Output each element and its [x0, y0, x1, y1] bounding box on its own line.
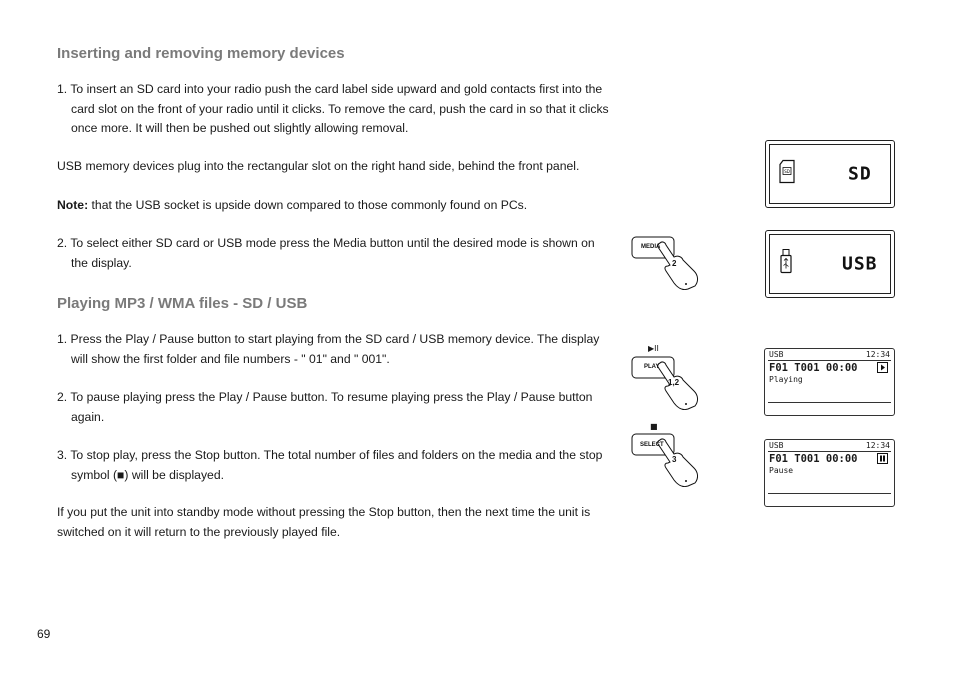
lcd-display-playing — [764, 348, 895, 416]
media-button-label: MEDIA — [641, 244, 661, 250]
section-heading-playing-files: Playing MP3 / WMA files - SD / USB — [57, 295, 308, 312]
note-paragraph — [57, 196, 609, 216]
standby-info-text: If you put the unit into standby mode without pressing the Stop button, then the next time the unit is switched on it will return to the previously played file. — [57, 505, 591, 539]
lcd-clock: 12:34 — [865, 441, 890, 450]
stop-symbol: ■ — [650, 422, 658, 431]
step-pause-play: 2. To pause playing press the Play / Pause button. To resume playing press the Play / Pause button again. — [57, 390, 593, 424]
sd-mode-display — [765, 140, 895, 208]
lcd-track-info: F01 T001 00:00 — [769, 453, 858, 465]
sd-mode-text: SD — [848, 163, 872, 185]
play-icon — [877, 362, 888, 373]
usb-info-text: USB memory devices plug into the rectangular slot on the right hand side, behind the front panel. — [57, 159, 580, 173]
lcd-track-info: F01 T001 00:00 — [769, 362, 858, 374]
play-pause-symbol: ▶II — [648, 344, 659, 353]
note-label: Note: — [57, 198, 89, 212]
pause-icon — [877, 453, 888, 464]
usb-mode-text: USB — [842, 253, 878, 275]
lcd-source: USB — [769, 441, 784, 450]
lcd-display-paused — [764, 439, 895, 507]
step-stop-play: 3. To stop play, press the Stop button. The total number of files and folders on the media and the stop symbol (■) will be displayed. — [57, 448, 603, 482]
sd-card-icon-label: SD — [784, 169, 790, 174]
sd-card-icon — [779, 160, 795, 189]
select-button-illustration — [630, 422, 705, 482]
lcd-clock: 12:34 — [865, 350, 890, 359]
step-number: 1,2 — [668, 378, 680, 387]
usb-stick-icon — [779, 249, 793, 280]
media-button-illustration — [630, 235, 705, 295]
step-start-play: 1. Press the Play / Pause button to start playing from the SD card / USB memory device. The display will show the first folder and file numbers - " 01" and " 001". — [57, 332, 600, 366]
pointing-hand-icon — [630, 422, 705, 487]
note-text: that the USB socket is upside down compared to those commonly found on PCs. — [88, 198, 528, 212]
play-button-illustration — [630, 344, 705, 404]
section-heading-memory-devices: Inserting and removing memory devices — [57, 45, 345, 62]
lcd-status: Pause — [769, 466, 794, 475]
page-number: 69 — [37, 627, 51, 641]
step-number: 3 — [672, 455, 677, 464]
lcd-source: USB — [769, 350, 784, 359]
step-number: 2 — [672, 259, 677, 268]
step-select-mode: 2. To select either SD card or USB mode press the Media button until the desired mode is shown on the display. — [57, 236, 595, 270]
select-button-label: SELECT — [640, 442, 664, 448]
usb-mode-display — [765, 230, 895, 298]
play-button-label: PLAY — [644, 364, 660, 370]
lcd-status: Playing — [769, 375, 803, 384]
step-insert-sd: 1. To insert an SD card into your radio push the card label side upward and gold contacts first into the card slot on the front of your radio until it clicks. To remove the card, push the card in so that it clicks once more. It will then be pushed out slightly allowing removal. — [57, 82, 609, 135]
pointing-hand-icon — [630, 344, 705, 409]
